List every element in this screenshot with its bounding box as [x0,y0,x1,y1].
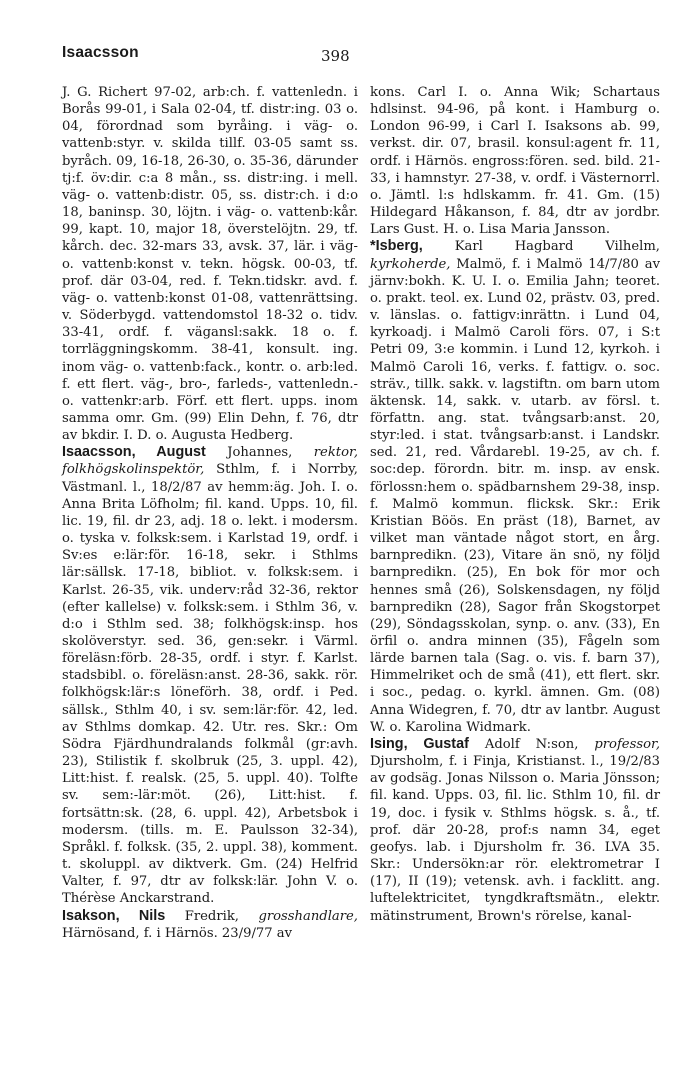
entry-given-names: Adolf N:son, [484,736,579,752]
entry-occupation: grosshandlare, [258,908,358,924]
entry-continuation [370,84,660,238]
right-column [370,84,660,925]
entry-text: Djursholm, f. i Finja, Kristianst. l., 19/2/83 av godsäg. Jonas Nilsson o. Maria Jönsson; fil. kand. Upps. 03, fil. lic. Sthlm 10, fil. dr 19, doc. i fysik v. Sthlms högsk. s. å., tf. prof. där 20-28, prof:s namn 34, eget geofys. lab. i Djursholm fr. 36. LVA 35. Skr.: Undersökn:ar rör. elektrometrar I (17), II (19); vetensk. avh. i facklitt. ang. luftelektricitet, tyngdkraftsmätn., elektr. mätinstrument, Brown's rörelse, kanal- [370,754,660,924]
entry-text: J. G. Richert 97-02, arb:ch. f. vattenledn. i Borås 99-01, i Sala 02-04, tf. distr:ing. 03 o. 04, förordnad som byråing. i väg- o. vattenb:styr. v. skilda tillf. 03-05 samt ss. byråch. 09, 16-18, 26-30, o. 35-36, därunder tj:f. öv:dir. c:a 8 mån., ss. distr:ing. i mell. väg- o. vattenb:distr. 05, ss. distr:ch. i d:o 18, baninsp. 30, löjtn. i väg- o. vattenb:kår. 99, kapt. 10, major 18, överstelöjtn. 29, tf. kårch. dec. 32-mars 33, avsk. 37, lär. i väg- o. vattenb:konst v. tekn. högsk. 00-03, tf. prof. där 03-04, red. f. Tekn.tidskr. avd. f. väg- o. vattenb:konst 01-08, vattenrättsing. v. Söderbygd. vattendomstol 18-32 o. tidv. 33-41, ordf. f. vägansl:sakk. 18 o. f. torrläggningskomm. 38-41, konsult. ing. inom väg- o. vattenb:fack., kontr. o. arb:led. f. ett flert. väg-, bro-, farleds-, vattenledn.- o. vattenkr:arb. Förf. ett flert. upps. inom samma omr. Gm. (99) Elin Dehn, f. 76, dtr av bkdir. I. D. o. Augusta Hedberg. [62,85,358,444]
running-head [62,44,654,66]
entry-headword: Ising, Gustaf [370,735,469,752]
entry-text: Härnösand, f. i Härnös. 23/9/77 av [62,925,293,941]
entry-continuation [62,84,358,444]
entry-given-names: Fredrik, [184,908,239,924]
entry-isaacsson-august [62,444,358,907]
entry-occupation: rektor, folkhögskolinspektör, [62,445,358,478]
entry-isberg-karl [370,238,660,736]
entry-given-names: Karl Hagbard Vilhelm, [454,239,660,255]
entry-occupation: kyrkoherde, [370,256,451,272]
entry-headword: Isakson, Nils [62,907,166,924]
entry-isakson-nils [62,908,358,942]
left-column [62,84,358,942]
entry-headword: Isaacsson, August [62,444,206,461]
entry-text: Malmö, f. i Malmö 14/7/80 av järnv:bokh. K. U. I. o. Emilia Jahn; teoret. o. prakt. teol. ex. Lund 02, prästv. 03, pred. v. länslas. o. fattigv:inrättn. i Lund 04, kyrkoadj. i Malmö Caroli förs. 07, i S:t Petri 09, 3:e kommin. i Lund 12, kyrkoh. i Malmö Caroli 16, verks. f. fattigv. o. soc. sträv., tillk. sakk. v. lagstiftn. om barn utom äktensk. 14, sakk. v. utarb. av försl. t. författn. ang. stat. tvångsarb:anst. 20, styr:led. i stat. tvångsarb:anst. i Landskr. sed. 21, red. Vårdarebl. 19-25, av ch. f. soc:dep. förordn. bitr. m. insp. av ensk. förlossn:hem o. spädbarnshem 29-38, insp. f. Malmö kommun. flicksk. Skr.: Erik Kristian Böös. En präst (18), Barnet, av vilket man väntade något stort, en årg. barnpredikn. (23), Vitare än snö, ny följd barnpredikn. (25), En bok för mor och hennes små (26), Solskensdagen, ny följd barnpredikn (28), Sagor från Skogstorpet (29), Söndagsskolan, synp. o. anv. (33), En örfil o. andra minnen (35), Fågeln som lärde barnen tala (Sag. o. vis. f. barn 37), Himmelriket och de små (41), ett flert. skr. i soc., pedag. o. kyrkl. ämnen. Gm. (08) Anna Widegren, f. 70, dtr av lantbr. August W. o. Karolina Widmark. [370,256,660,735]
entry-text: Sthlm, f. i Norrby, Västmanl. l., 18/2/87 av hemm:äg. Joh. I. o. Anna Brita Löfholm; fil. kand. Upps. 10, fil. lic. 19, fil. dr 23, adj. 18 o. lekt. i modersm. o. tyska v. folksk:sem. i Karlstad 19, ordf. i Sv:es e:lär:för. 16-18, sekr. i Sthlms lär:sällsk. 17-18, bibliot. v. folksk:sem. i Karlst. 26-35, vik. underv:råd 32-36, rektor (efter kallelse) v. folksk:sem. i Sthlm 36, v. d:o i Sthlm sed. 38; folkhögsk:insp. hos skolöverstyr. sed. 36, gen:sekr. i Värml. föreläsn:förb. 28-35, ordf. i styr. f. Karlst. stadsbibl. o. föreläsn:anst. 28-36, sakk. rör. folkhögsk:lär:s löneförh. 38, ordf. i Ped. sällsk., Sthlm 40, i sv. sem:lär:för. 42, led. av Sthlms domkap. 42. Utr. res. Skr.: Om Södra Fjärdhundralands folkmål (gr:avh. 23), Stilistik f. skolbruk (25, 3. uppl. 42), Litt:hist. f. realsk. (25, 5. uppl. 40). Tolfte sv. sem:-lär:möt. (26), Litt:hist. f. fortsättn:sk. (28, 6. uppl. 42), Arbetsbok i modersm. (tills. m. E. Paulsson 32-34), Språkl. f. folksk. (35, 2. uppl. 38), komment. t. skoluppl. av diktverk. Gm. (24) Helfrid Valter, f. 97, dtr av folksk:lär. John V. o. Thérèse Anckarstrand. [62,462,358,907]
entry-given-names: Johannes, [227,445,293,461]
entry-occupation: professor, [594,736,661,752]
entry-text: kons. Carl I. o. Anna Wik; Schartaus hdlsinst. 94-96, på kont. i Hamburg o. London 96-99, i Carl I. Isaksons ab. 99, verkst. dir. 07, brasil. konsul:agent fr. 11, ordf. i Härnös. engross:fören. sed. bild. 21-33, i hamnstyr. 27-38, v. ordf. i Västernorrl. o. Jämtl. l:s hdlskamm. fr. 41. Gm. (15) Hildegard Håkanson, f. 84, dtr av jordbr. Lars Gust. H. o. Lisa Maria Jansson. [370,85,660,238]
running-head-surname: Isaacsson [62,44,139,61]
entry-headword: *Isberg, [370,238,423,255]
page-number: 398 [321,47,350,65]
entry-ising-gustaf [370,736,660,925]
